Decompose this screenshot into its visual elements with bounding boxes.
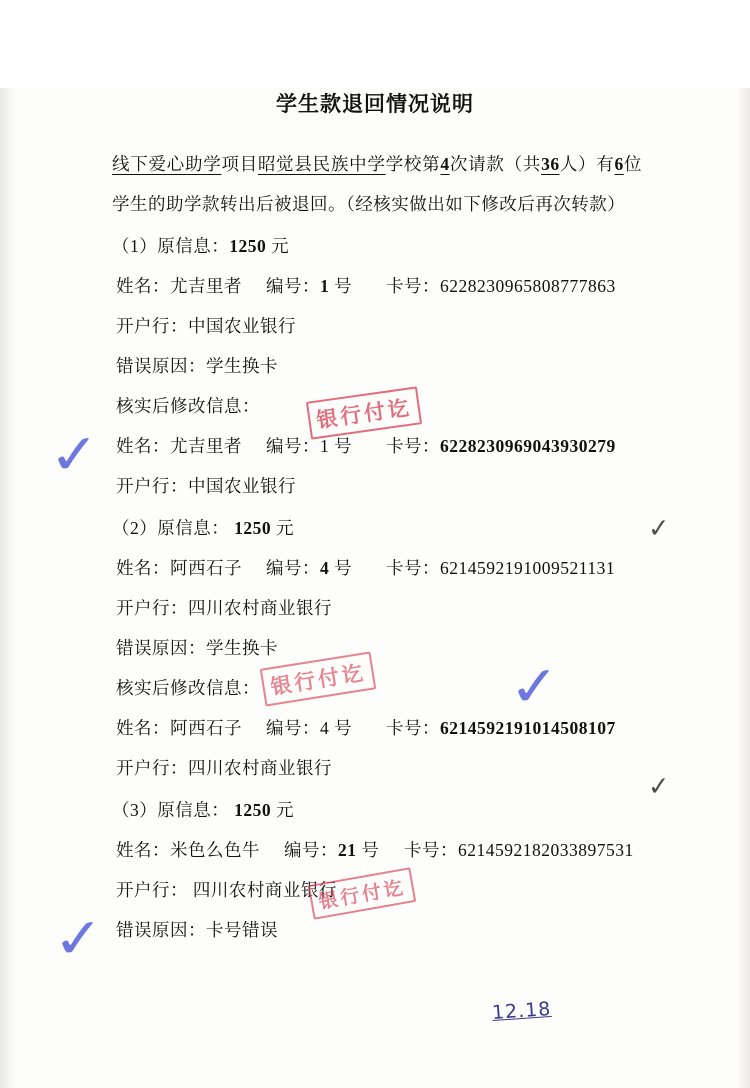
entry-2-original-bank-label: 开户行： — [116, 598, 188, 618]
entry-3-original-label: 原信息： — [157, 800, 230, 820]
bank-paid-stamp-3: 银行付讫 — [308, 867, 417, 920]
intro-request-suffix: 次请款（共 — [449, 154, 542, 174]
entry-2-amount-unit: 元 — [276, 518, 294, 538]
entry-2-original-no-label: 编号： — [266, 558, 320, 578]
entry-3-original-no-unit: 号 — [361, 840, 380, 860]
entry-1-original-bank-row — [112, 306, 642, 346]
entry-1-revised-no — [266, 426, 386, 466]
entry-2-original-name-value: 阿西石子 — [170, 558, 242, 578]
entry-1-original-no — [266, 266, 386, 306]
entry-3-reason-row — [112, 910, 642, 950]
entry-2-reason-label: 错误原因： — [116, 638, 206, 658]
entry-1-original-row — [112, 266, 642, 306]
entry-3 — [112, 790, 642, 950]
entry-2-original-card-value: 6214592191009521131 — [440, 558, 616, 578]
intro-paragraph — [112, 144, 642, 224]
entry-3-reason-value: 卡号错误 — [206, 920, 278, 940]
entry-2-revised-name-value: 阿西石子 — [170, 718, 242, 738]
entry-1-original-no-unit: 号 — [334, 276, 353, 296]
intro-school-suffix: 学校第 — [385, 154, 441, 174]
entry-1-reason-label: 错误原因： — [116, 356, 206, 376]
intro-returned-count: 6 — [614, 154, 624, 174]
entry-1-revised-card — [386, 426, 616, 466]
entry-2-revised-card — [386, 708, 616, 748]
entry-2-original-bank-row — [112, 588, 642, 628]
entry-1-original-no-label: 编号： — [266, 276, 320, 296]
entry-2-original-card — [386, 548, 615, 588]
entry-1-revised-card-value: 6228230969043930279 — [440, 436, 616, 456]
intro-school-value: 昭觉县民族中学 — [257, 154, 386, 174]
entry-1-original-name-label: 姓名： — [116, 276, 170, 296]
entry-2-revised-name — [116, 708, 266, 748]
handwritten-check-mark-5: ✓ — [50, 905, 108, 972]
entry-1-revised-no-value: 1 — [320, 436, 330, 456]
entry-1 — [112, 226, 642, 506]
entry-3-amount-line — [112, 790, 642, 830]
entry-1-amount-unit: 元 — [271, 236, 290, 256]
entry-3-amount: 1250 — [234, 800, 272, 820]
entry-1-original-card — [386, 266, 616, 306]
entry-3-original-card — [404, 830, 634, 870]
entry-1-revised-row — [112, 426, 642, 466]
entry-2-revised-no — [266, 708, 386, 748]
intro-tail: 位学生的助学款转出后被退回。（经核实做出如下修改后再次转款） — [112, 154, 643, 214]
entry-2-original-name — [116, 548, 266, 588]
entry-2-revised-no-label: 编号： — [266, 718, 320, 738]
entry-2-original-no-unit: 号 — [334, 558, 353, 578]
entry-3-index: （3） — [112, 800, 158, 820]
entry-2-original-bank-value: 四川农村商业银行 — [188, 598, 332, 618]
entry-2-original-name-label: 姓名： — [116, 558, 170, 578]
entry-2-revised-bank-label: 开户行： — [116, 758, 188, 778]
entry-1-original-card-label: 卡号： — [386, 276, 440, 296]
entry-1-revised-label-row — [112, 386, 642, 426]
entry-1-revised-name-label: 姓名： — [116, 436, 170, 456]
handwritten-check-mark-3: ✓ — [506, 653, 564, 720]
entry-1-revised-no-label: 编号： — [266, 436, 320, 456]
handwritten-date-note — [491, 998, 552, 1024]
entry-1-original-no-value: 1 — [320, 276, 330, 296]
entry-1-revised-bank-value: 中国农业银行 — [188, 476, 296, 496]
entry-2-original-no-value: 4 — [320, 558, 330, 578]
handwritten-date-value: 12.18 — [491, 997, 553, 1025]
entry-2-reason-value: 学生换卡 — [206, 638, 278, 658]
page-title: 学生款退回情况说明 — [276, 92, 474, 116]
intro-project-value: 线下爱心助学 — [112, 154, 222, 174]
entry-1-index: （1） — [112, 236, 158, 256]
entry-1-revised-name-value: 尤吉里者 — [170, 436, 242, 456]
entry-2-revised-bank-value: 四川农村商业银行 — [188, 758, 332, 778]
entry-1-revised-no-unit: 号 — [334, 436, 353, 456]
entry-2-revised-no-unit: 号 — [334, 718, 353, 738]
entry-3-original-bank-value: 四川农村商业银行 — [192, 880, 337, 900]
entry-3-original-row — [112, 830, 642, 870]
entry-1-amount: 1250 — [229, 236, 267, 256]
entry-1-revised-name — [116, 426, 266, 466]
entry-3-original-bank-label: 开户行： — [116, 880, 188, 900]
entry-2-original-label: 原信息： — [157, 518, 230, 538]
entry-1-original-name-value: 尤吉里者 — [170, 276, 242, 296]
bank-paid-stamp-2: 银行付讫 — [260, 651, 377, 706]
entry-3-original-no-value: 21 — [338, 840, 357, 860]
entry-2 — [112, 508, 642, 788]
entry-2-revised-bank-row — [112, 748, 642, 788]
entry-2-revised-row — [112, 708, 642, 748]
entry-1-revised-bank-row — [112, 466, 642, 506]
entry-2-original-no — [266, 548, 386, 588]
entry-1-revised-card-label: 卡号： — [386, 436, 440, 456]
intro-project-suffix: 项目 — [221, 154, 258, 174]
entry-3-original-name-label: 姓名： — [116, 840, 170, 860]
entry-3-amount-unit: 元 — [276, 800, 294, 820]
entry-2-revised-name-label: 姓名： — [116, 718, 170, 738]
entry-2-original-card-label: 卡号： — [386, 558, 440, 578]
handwritten-check-mark-1: ✓ — [46, 421, 104, 488]
entry-3-original-card-label: 卡号： — [404, 840, 458, 860]
entry-2-amount: 1250 — [234, 518, 272, 538]
entry-2-revised-card-label: 卡号： — [386, 718, 440, 738]
entry-3-original-no — [284, 830, 404, 870]
entry-1-reason-row — [112, 346, 642, 386]
entry-2-reason-row — [112, 628, 642, 668]
entry-2-amount-line — [112, 508, 642, 548]
entry-2-index: （2） — [112, 518, 158, 538]
entry-1-original-name — [116, 266, 266, 306]
entry-1-original-card-value: 6228230965808777863 — [440, 276, 616, 296]
entry-3-original-card-value: 6214592182033897531 — [458, 840, 634, 860]
handwritten-check-mark-2: ✓ — [647, 513, 671, 545]
document-page — [0, 88, 750, 1088]
entry-1-revised-bank-label: 开户行： — [116, 476, 188, 496]
intro-total-people: 36 — [541, 154, 560, 174]
entry-3-original-no-label: 编号： — [284, 840, 338, 860]
entry-2-revised-card-value: 6214592191014508107 — [440, 718, 616, 738]
bank-paid-stamp-1: 银行付讫 — [306, 386, 422, 439]
entry-2-revised-label: 核实后修改信息： — [116, 678, 260, 698]
entry-3-reason-label: 错误原因： — [116, 920, 206, 940]
entry-3-original-bank-row — [112, 870, 642, 910]
document-body — [0, 144, 750, 950]
entry-1-amount-line — [112, 226, 642, 266]
intro-people-unit: 人）有 — [559, 154, 615, 174]
entry-3-original-name-value: 米色么色牛 — [170, 840, 260, 860]
handwritten-check-mark-4: ✓ — [647, 771, 671, 803]
entry-2-original-row — [112, 548, 642, 588]
entry-1-revised-label: 核实后修改信息： — [116, 396, 260, 416]
entry-1-original-label: 原信息： — [157, 236, 230, 256]
entry-2-revised-no-value: 4 — [320, 718, 330, 738]
entry-1-original-bank-label: 开户行： — [116, 316, 188, 336]
entry-1-original-bank-value: 中国农业银行 — [188, 316, 296, 336]
entry-2-revised-label-row — [112, 668, 642, 708]
intro-request-no: 4 — [440, 154, 450, 174]
entry-1-reason-value: 学生换卡 — [206, 356, 278, 376]
entry-3-original-name — [116, 830, 284, 870]
